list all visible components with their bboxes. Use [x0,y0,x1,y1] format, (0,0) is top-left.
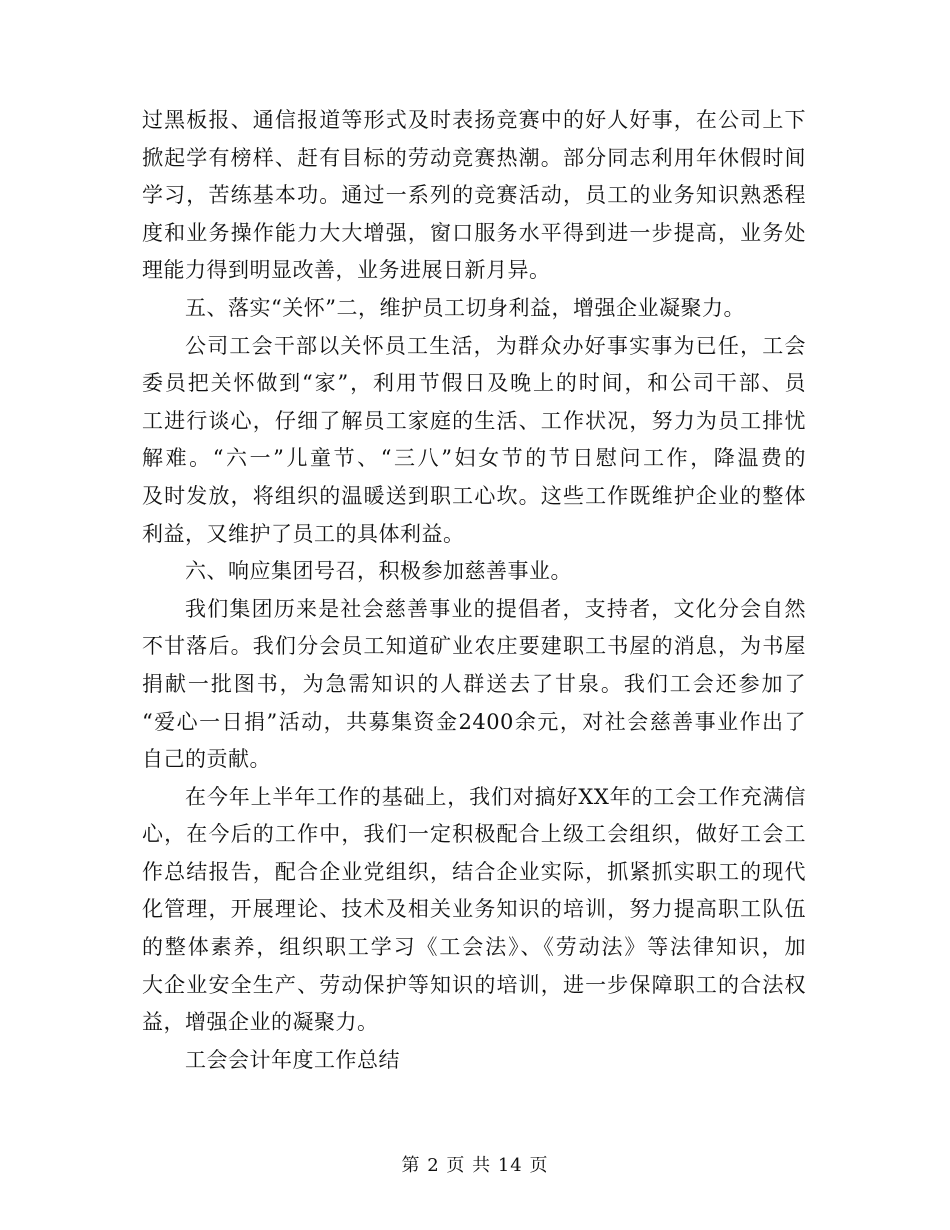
text-line: 及时发放，将组织的温暖送到职工心坎。这些工作既维护企业的整体 [142,483,806,508]
text-line: 学习，苦练基本功。通过一系列的竞赛活动，员工的业务知识熟悉程 [142,183,806,208]
document-body [142,102,806,1079]
text-line: 度和业务操作能力大大增强，窗口服务水平得到进一步提高，业务处 [142,220,806,245]
text-line: 捐献一批图书，为急需知识的人群送去了甘泉。我们工会还参加了 [142,671,806,696]
text-line: 大企业安全生产、劳动保护等知识的培训，进一步保障职工的合法权 [142,972,806,997]
text-line: 理能力得到明显改善，业务进展日新月异。 [142,258,551,283]
text-line: “爱心一日捐”活动，共募集资金2400余元，对社会慈善事业作出了 [142,709,806,734]
text-line: 我们集团历来是社会慈善事业的提倡者，支持者，文化分会自然 [185,596,806,621]
text-line: 委员把关怀做到“家”，利用节假日及晚上的时间，和公司干部、员 [142,371,806,396]
text-line: 作总结报告，配合企业党组织，结合企业实际，抓紧抓实职工的现代 [142,859,806,884]
text-line: 自己的贡献。 [142,747,271,772]
text-line: 过黑板报、通信报道等形式及时表扬竞赛中的好人好事，在公司上下 [142,108,806,132]
text-line: 化管理，开展理论、技术及相关业务知识的培训，努力提高职工队伍 [142,897,806,922]
text-line: 益，增强企业的凝聚力。 [142,1010,379,1035]
text-line: 心，在今后的工作中，我们一定积极配合上级工会组织，做好工会工 [142,822,806,847]
text-line: 掀起学有榜样、赶有目标的劳动竞赛热潮。部分同志利用年休假时间 [142,145,806,170]
text-line: 解难。“六一”儿童节、“三八”妇女节的节日慰问工作，降温费的 [142,446,806,471]
text-line: 公司工会干部以关怀员工生活，为群众办好事实事为已任，工会 [185,333,806,358]
text-line: 工进行谈心，仔细了解员工家庭的生活、工作状况，努力为员工排忧 [142,408,806,433]
text-line: 在今年上半年工作的基础上，我们对搞好XX年的工会工作充满信 [185,784,806,809]
text-line: 不甘落后。我们分会员工知道矿业农庄要建职工书屋的消息，为书屋 [142,634,806,659]
text-line: 六、响应集团号召，积极参加慈善事业。 [185,559,572,584]
text-line: 五、落实“关怀”二，维护员工切身利益，增强企业凝聚力。 [185,295,745,320]
page-number-footer: 第 2 页 共 14 页 [401,1155,549,1176]
text-line: 工会会计年度工作总结 [185,1047,400,1072]
text-line: 的整体素养，组织职工学习《工会法》、《劳动法》等法律知识，加 [142,935,806,960]
text-line: 利益，又维护了员工的具体利益。 [142,521,465,546]
